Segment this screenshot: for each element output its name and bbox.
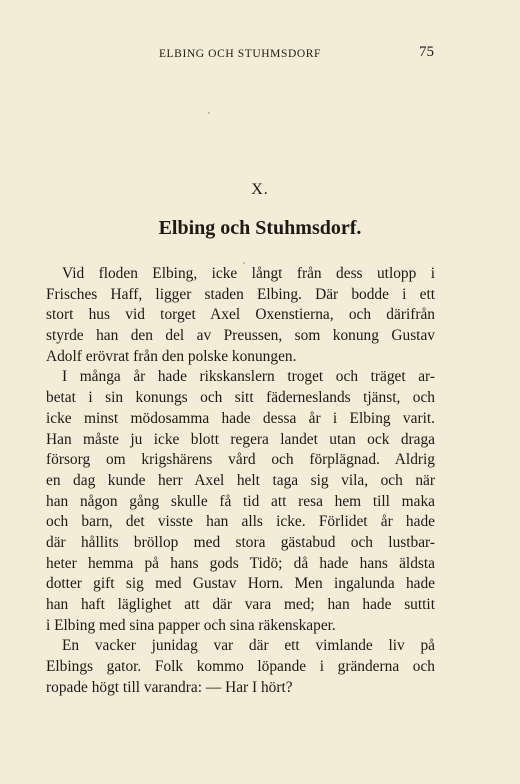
text-line: icke minst mödosamma hade dessa år i Elbing varit. (46, 409, 435, 427)
text-line: Adolf erövrat från den polske konungen. (46, 347, 297, 365)
text-line: heter hemma på hans gods Tidö; då hade hans äldsta (46, 554, 435, 572)
running-head (46, 44, 434, 64)
text-line: en dag kunde herr Axel helt taga sig vila, och när (46, 471, 435, 489)
running-title: ELBING OCH STUHMSDORF (158, 48, 322, 60)
text-line: han haft läglighet att där vara med; han hade suttit (46, 596, 435, 613)
chapter-title: Elbing och Stuhmsdorf. (158, 217, 362, 239)
text-line: dotter gift sig med Gustav Horn. Men ingalunda hade (46, 575, 435, 593)
text-line: Elbings gator. Folk kommo löpande i gränderna och (46, 658, 435, 676)
text-line: Vid floden Elbing, icke långt från dess utlopp i (62, 265, 435, 282)
text-line: styrde han den del av Preussen, som konung Gustav (46, 327, 435, 345)
text-line: I många år hade rikskanslern troget och träget ar- (62, 368, 435, 386)
body-text (46, 264, 435, 698)
paper-speck (208, 112, 210, 114)
text-line: i Elbing med sina papper och sina räkenskaper. (46, 616, 336, 634)
text-line: och barn, det visste han alls icke. Förlidet år hade (46, 513, 435, 531)
text-line: ropade högt till varandra: — Har I hört? (46, 678, 293, 696)
chapter-numeral: X. (251, 181, 269, 198)
text-line: Frisches Haff, ligger staden Elbing. Där bodde i ett (46, 285, 435, 303)
page-number: 75 (419, 44, 434, 60)
text-line: stort hus vid torget Axel Oxenstierna, och därifrån (46, 306, 435, 324)
text-line: Han måste ju icke blott regera landet utan ock draga (46, 430, 435, 448)
text-line: betat i sin konungs och sitt fäderneslands tjänst, och (46, 389, 435, 407)
text-line: försorg om krigshärens vård och förplägnad. Aldrig (46, 451, 435, 469)
text-line: han någon gång skulle få tid att resa hem till maka (46, 492, 435, 510)
text-line: där hållits bröllop med stora gästabud och lustbar- (46, 533, 435, 551)
text-line: En vacker junidag var där ett vimlande liv på (62, 637, 435, 655)
